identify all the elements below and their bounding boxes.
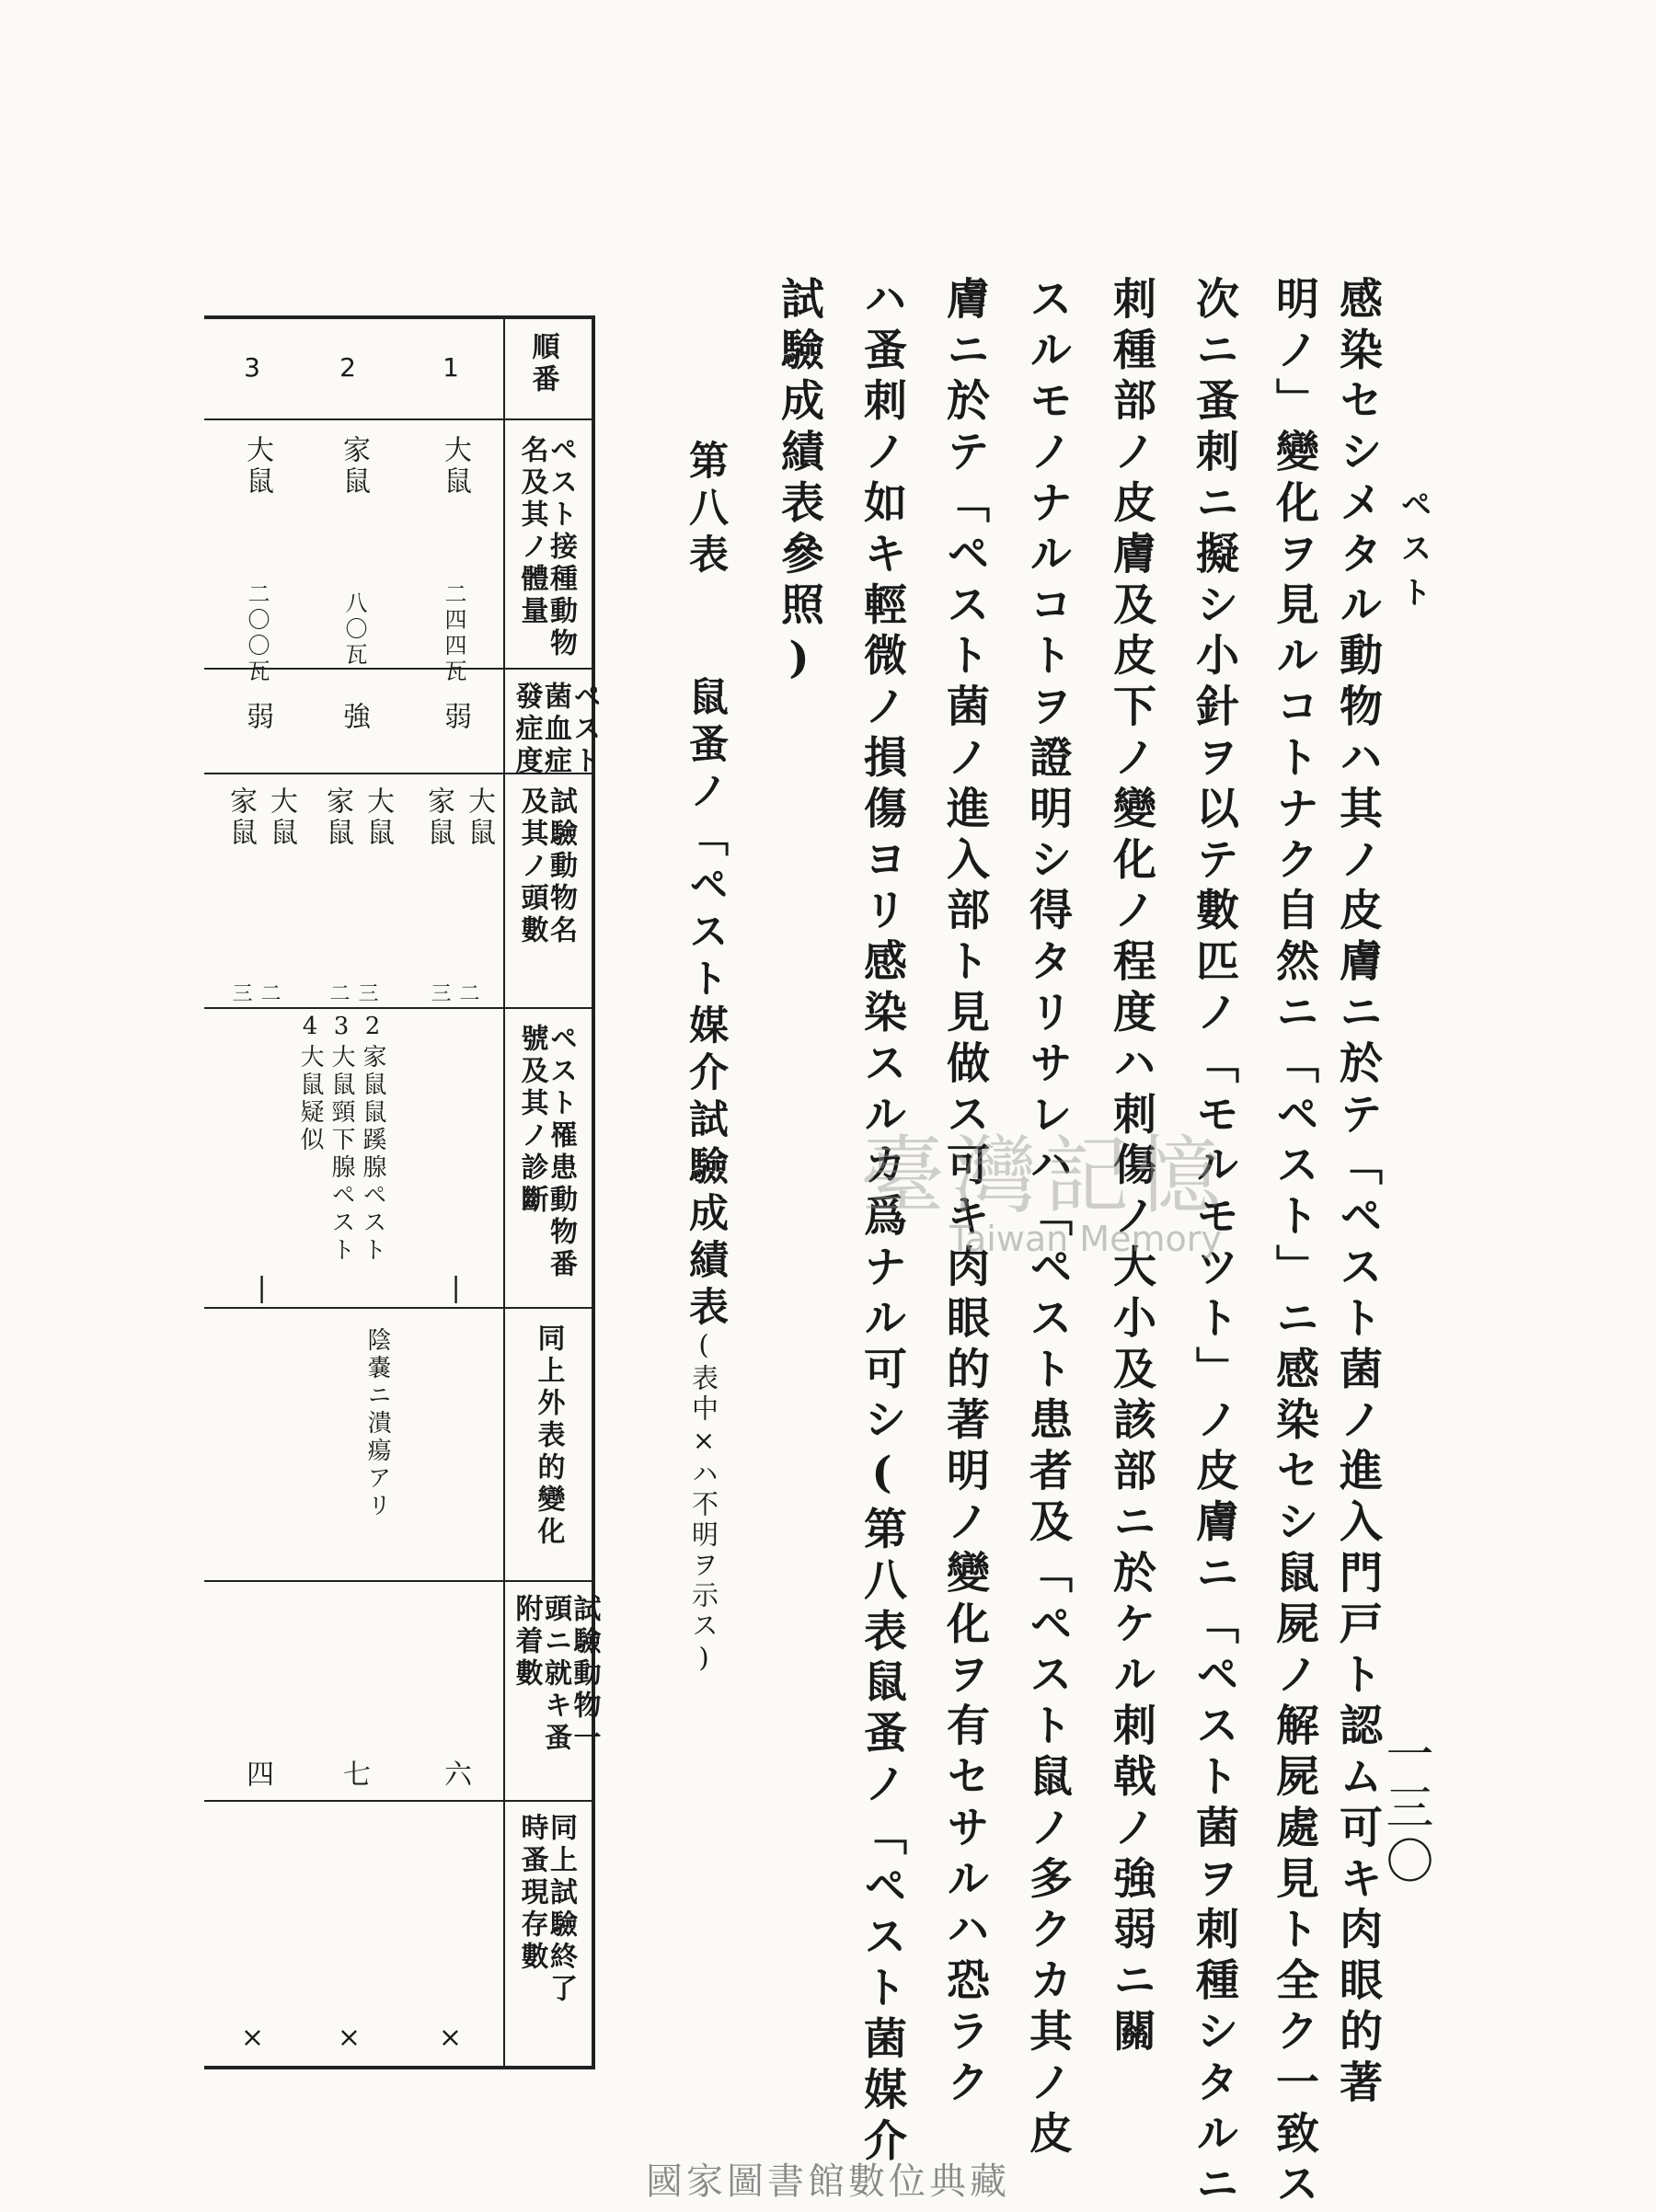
row2-order: 2 [339, 352, 356, 383]
header-remaining: 同上試驗終了 時蚤現存數 [515, 1813, 577, 2006]
row2-infected-b: 3大鼠頸下腺ペスト [328, 1013, 355, 1265]
header-bacteremia: ペスト 菌血症 發症度 [510, 682, 601, 778]
row1-infected: | [440, 1272, 472, 1308]
row2-test-animals: 大鼠 家鼠 [321, 786, 394, 849]
header-order: 順番 [526, 332, 559, 396]
row3-flea-count: 四 [241, 1759, 273, 1791]
table-label: 第八表 [683, 440, 729, 580]
row3-order: 3 [244, 352, 260, 383]
watermark-logo-english: Taiwan Memory [949, 1219, 1222, 1259]
running-title: ペスト [1395, 487, 1432, 620]
row1-test-animals: 大鼠 家鼠 [422, 786, 495, 849]
row1-weight: 二四四瓦 [441, 582, 466, 685]
row2-bacteremia: 強 [338, 702, 370, 733]
table-row-rule [204, 1580, 595, 1582]
footer-credit: 國家圖書館數位典藏 [646, 2160, 1010, 2203]
body-text-column-6: 膚ニ於テ「ペスト菌ノ進入部ト見做ス可キ肉眼的著明ノ變化ヲ有セサルハ恐ラク [939, 276, 990, 2111]
row3-test-animals: 大鼠 家鼠 [224, 786, 297, 849]
body-text-column-5: スルモノナルコトヲ證明シ得タリサレハ「ペスト患者及「ペスト鼠ノ多クカ其ノ皮 [1022, 276, 1073, 2161]
row2-weight: 八〇瓦 [341, 591, 367, 669]
header-external: 同上外表的變化 [532, 1324, 565, 1549]
row1-flea-count: 六 [439, 1759, 471, 1791]
row2-infected-a: 2家鼠鼠蹊腺ペスト [359, 1013, 386, 1265]
table-row-rule [204, 1007, 595, 1009]
table-row-rule [204, 418, 595, 420]
row2-infected-c: 4大鼠疑似 [296, 1013, 324, 1154]
row2-animal: 家鼠 [338, 435, 370, 498]
table-row-rule [204, 1800, 595, 1802]
body-text-column-7: ハ蚤刺ノ如キ輕微ノ損傷ヨリ感染スルカ爲ナル可シ(第八表鼠蚤ノ「ペスト菌媒介 [857, 276, 907, 2169]
body-text-column-4: 刺種部ノ皮膚及皮下ノ變化ノ程度ハ刺傷ノ大小及該部ニ於ケル刺戟ノ強弱ニ關 [1106, 276, 1156, 2059]
row3-remaining: × [236, 2022, 269, 2057]
body-text-column-8: 試驗成績表參照) [774, 276, 824, 692]
table-header-divider [503, 315, 505, 2069]
header-flea-count: 試驗動物一 頭ニ就キ蚤 附着數 [510, 1594, 601, 1755]
body-text-column-3: 次ニ蚤刺ニ擬シ小針ヲ以テ數匹ノ「モルモツト」ノ皮膚ニ「ペスト菌ヲ刺種シタルニ [1189, 276, 1239, 2212]
row2-flea-count: 七 [338, 1759, 370, 1791]
row1-bacteremia: 弱 [439, 702, 471, 733]
row3-bacteremia: 弱 [241, 702, 273, 733]
row3-infected: | [246, 1272, 278, 1308]
table-right-border [592, 315, 595, 2069]
row3-animal: 大鼠 [241, 435, 273, 498]
watermark-logo: 臺灣記憶 [860, 1127, 1229, 1225]
header-test-animal: 試驗動物名 及其ノ頭數 [515, 786, 577, 947]
row2-external: 陰嚢ニ潰瘍アリ [363, 1327, 391, 1520]
row1-order: 1 [443, 352, 459, 383]
row1-test-counts: 二 三 [428, 982, 479, 1006]
table-title: 鼠蚤ノ「ペスト媒介試驗成績表 [683, 676, 729, 1333]
row1-animal: 大鼠 [439, 435, 471, 498]
row1-remaining: × [434, 2022, 466, 2057]
page-number: 一三〇 [1377, 1729, 1432, 1889]
row3-weight: 二〇〇瓦 [244, 582, 270, 685]
table-bottom-rule [204, 2066, 595, 2069]
results-table [204, 315, 601, 2069]
header-animal: ペスト接種動物 名及其ノ體量 [515, 435, 577, 660]
row2-test-counts: 三 二 [327, 982, 378, 1006]
body-text-column-1: 感染セシメタル動物ハ其ノ皮膚ニ於テ「ペスト菌ノ進入門戸ト認ム可キ肉眼的著 [1332, 276, 1383, 2111]
header-infected: ペスト罹患動物番 號及其ノ診斷 [515, 1024, 577, 1281]
row3-test-counts: 二 三 [229, 982, 281, 1006]
row2-remaining: × [333, 2022, 365, 2057]
table-note: (表中×ハ不明ヲ示ス) [688, 1329, 719, 1677]
body-text-column-2: 明ノ」變化ヲ見ルコトナク自然ニ「ペスト」ニ感染セシ鼠屍ノ解屍處見ト全ク一致ス [1269, 276, 1319, 2212]
table-top-rule [204, 315, 595, 319]
